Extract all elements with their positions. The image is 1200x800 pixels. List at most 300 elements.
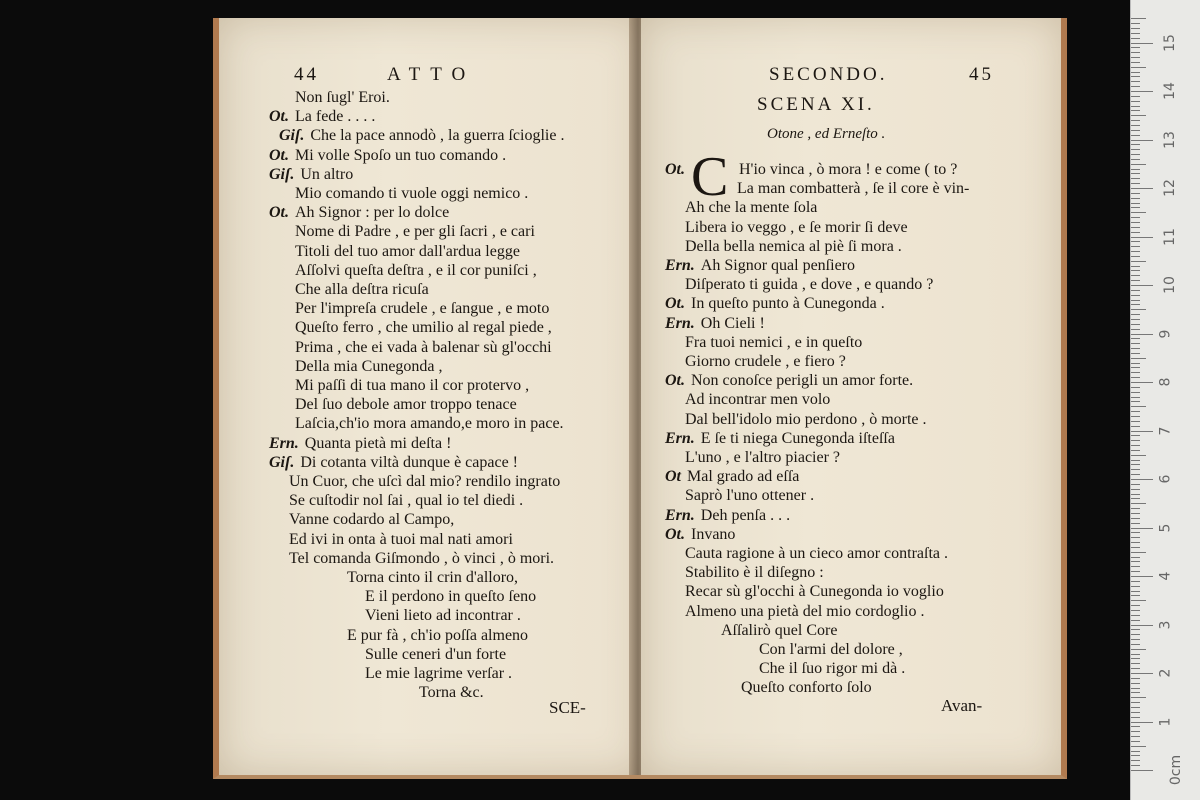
ruler-tick [1131, 561, 1140, 562]
ruler-tick [1131, 566, 1140, 567]
verse-text: Non ſugl' Eroi. [295, 89, 390, 106]
ruler-tick [1131, 106, 1140, 107]
ruler-tick [1131, 43, 1153, 44]
left-text-line [347, 626, 528, 645]
ruler-tick [1131, 67, 1146, 68]
right-text-line [737, 179, 969, 198]
verse-text: Quanta pietà mi deſta ! [304, 434, 452, 452]
ruler-tick [1131, 237, 1153, 238]
right-catchword: Avan- [941, 696, 983, 715]
ruler-tick [1131, 358, 1146, 359]
ruler-tick [1131, 416, 1140, 417]
ruler-tick [1131, 28, 1140, 29]
right-text-line [685, 275, 933, 294]
ruler-tick [1131, 115, 1146, 116]
right-text-line [665, 467, 799, 486]
left-text-line [289, 491, 523, 510]
ruler-tick [1131, 722, 1153, 723]
ruler-tick [1131, 751, 1140, 752]
ruler-tick [1131, 154, 1140, 155]
verse-text: Per l'impreſa crudele , e ſangue , e moto [295, 300, 550, 318]
verse-text: In queſto punto à Cunegonda . [691, 295, 885, 313]
ruler-tick [1131, 101, 1140, 102]
ruler-tick [1131, 770, 1153, 771]
verse-text: Queſto ferro , che umilio al regal piede , [295, 319, 552, 337]
speaker-label: Ern. [665, 429, 695, 447]
ruler-tick [1131, 256, 1140, 257]
ruler-tick [1131, 222, 1140, 223]
verse-text: Del ſuo debole amor troppo tenace [295, 396, 517, 414]
ruler-tick [1131, 411, 1140, 412]
ruler-tick [1131, 52, 1140, 53]
verse-text: Libera io veggo , e ſe morir ſi deve [685, 218, 908, 236]
ruler-tick [1131, 625, 1153, 626]
verse-text: Ed ivi in onta à tuoi mal nati amori [289, 530, 513, 548]
right-text-line [685, 333, 862, 352]
verse-text: Giorno crudele , e fiero ? [685, 353, 846, 370]
right-text-line [759, 659, 905, 678]
left-text-line [295, 280, 429, 299]
ruler-tick [1131, 498, 1140, 499]
ruler-tick [1131, 130, 1140, 131]
ruler-tick [1131, 290, 1140, 291]
verse-text: Un altro [300, 165, 354, 183]
verse-text: Fra tuoi nemici , e in queſto [685, 333, 863, 351]
right-text-line [685, 544, 948, 563]
ruler-tick [1131, 406, 1146, 407]
verse-text: Stabilito è il diſegno : [685, 564, 824, 582]
left-text-line [365, 645, 506, 664]
ruler-tick [1131, 658, 1140, 659]
speaker-label: Giſ. [269, 165, 295, 183]
ruler-tick [1131, 678, 1140, 679]
left-text-line [295, 318, 552, 337]
ruler-tick [1131, 188, 1153, 189]
verse-text: Prima , che ei vada à balenar sù gl'occhi [295, 338, 552, 356]
ruler-tick [1131, 576, 1153, 577]
left-text-line [289, 530, 513, 549]
verse-text: Recar sù gl'occhi à Cunegonda io voglio [685, 583, 944, 601]
ruler-tick [1131, 86, 1140, 87]
left-page [213, 18, 643, 779]
left-text-line [269, 434, 451, 453]
ruler-number: 12 [1161, 179, 1178, 197]
speaker-label: Ot. [269, 146, 289, 164]
ruler-tick [1131, 246, 1140, 247]
verse-text: E il perdono in queſto ſeno [365, 588, 537, 606]
right-text-line [685, 486, 814, 505]
left-text-line [295, 414, 564, 433]
ruler-tick [1131, 474, 1140, 475]
ruler-tick [1131, 120, 1140, 121]
ruler-tick [1131, 203, 1140, 204]
ruler-tick [1131, 479, 1153, 480]
ruler-tick [1131, 251, 1140, 252]
ruler-tick [1131, 615, 1140, 616]
ruler-tick [1131, 552, 1146, 553]
scene-title: SCENA XI. [757, 94, 875, 115]
ruler-tick [1131, 295, 1140, 296]
ruler-tick [1131, 673, 1153, 674]
ruler-tick [1131, 654, 1140, 655]
right-page-number: 45 [969, 64, 994, 85]
ruler-tick [1131, 508, 1140, 509]
speaker-label: Ern. [665, 257, 695, 274]
open-book [205, 18, 1065, 775]
ruler-tick [1131, 523, 1140, 524]
ruler-tick [1131, 697, 1146, 698]
left-text-line [347, 568, 518, 587]
ruler-tick [1131, 309, 1146, 310]
right-text-line [685, 198, 817, 217]
right-text-line [665, 506, 790, 525]
ruler-number: 6 [1157, 474, 1174, 484]
ruler-tick [1131, 629, 1140, 630]
right-text-line [685, 352, 846, 371]
right-text-line [685, 602, 925, 621]
ruler-tick [1131, 469, 1140, 470]
verse-text: Deh penſa . . . [700, 506, 791, 524]
ruler-tick [1131, 329, 1140, 330]
ruler-tick [1131, 387, 1140, 388]
ruler-tick [1131, 241, 1140, 242]
ruler-tick [1131, 736, 1140, 737]
ruler-number: 10 [1161, 276, 1178, 294]
right-running-header: SECONDO. [769, 64, 888, 85]
ruler-tick [1131, 663, 1140, 664]
right-text-line [741, 678, 872, 697]
verse-text: Titoli del tuo amor dall'ardua legge [295, 242, 520, 260]
ruler-tick [1131, 644, 1140, 645]
right-text-line [685, 582, 944, 601]
left-text-line [269, 453, 518, 472]
verse-text: Mi paſſi di tua mano il cor protervo , [295, 377, 530, 394]
ruler-tick [1131, 620, 1140, 621]
ruler-number: 11 [1161, 227, 1178, 246]
ruler-tick [1131, 726, 1140, 727]
verse-text: Aſſalirò quel Core [721, 621, 838, 639]
ruler-tick [1131, 610, 1140, 611]
right-text-line [665, 429, 895, 448]
ruler-tick [1131, 581, 1140, 582]
ruler-tick [1131, 38, 1140, 39]
ruler-tick [1131, 57, 1140, 58]
ruler-tick [1131, 668, 1140, 669]
verse-text: L'uno , e l'altro piacier ? [685, 449, 841, 466]
ruler-tick [1131, 649, 1146, 650]
verse-text: Torna cinto il crin d'alloro, [347, 569, 519, 586]
speaker-label: Ern. [269, 434, 299, 452]
right-text-line [685, 563, 824, 582]
left-text-line [269, 146, 506, 165]
ruler-tick [1131, 81, 1140, 82]
ruler-tick [1131, 532, 1140, 533]
measurement-ruler [1130, 0, 1200, 800]
speaker-label: Ot. [269, 108, 289, 126]
ruler-tick [1131, 741, 1140, 742]
ruler-tick [1131, 513, 1140, 514]
ruler-tick [1131, 765, 1140, 766]
ruler-tick [1131, 426, 1140, 427]
ruler-tick [1131, 571, 1140, 572]
right-text-line [685, 390, 830, 409]
ruler-tick [1131, 300, 1140, 301]
speaker-label: Giſ. [279, 127, 305, 145]
verse-text: Sulle ceneri d'un forte [365, 645, 507, 663]
ruler-tick [1131, 542, 1140, 543]
right-text-line [665, 371, 913, 390]
left-text-line [269, 203, 449, 222]
ruler-tick [1131, 503, 1146, 504]
left-text-line [365, 606, 521, 625]
right-text-line [685, 237, 902, 256]
left-text-line [295, 338, 552, 357]
ruler-tick [1131, 314, 1140, 315]
verse-text: Invano [691, 525, 736, 543]
verse-text: Ah Signor : per lo dolce [295, 204, 450, 222]
verse-text: Mal grado ad eſſa [687, 468, 800, 486]
verse-text: Almeno una pietà del mio cordoglio . [685, 602, 925, 620]
ruler-tick [1131, 72, 1140, 73]
verse-text: Aſſolvi queſta deſtra , e il cor puniſci , [295, 261, 537, 279]
ruler-tick [1131, 755, 1140, 756]
ruler-tick [1131, 537, 1140, 538]
ruler-tick [1131, 372, 1140, 373]
right-text-line [721, 621, 837, 640]
ruler-tick [1131, 440, 1140, 441]
verse-text: Se cuſtodir nol ſai , qual io tel diedi . [289, 492, 524, 510]
left-text-line [419, 683, 484, 702]
verse-text: Ad incontrar men volo [685, 391, 831, 409]
ruler-tick [1131, 421, 1140, 422]
ruler-tick [1131, 547, 1140, 548]
speaker-label: Ot. [665, 295, 685, 313]
verse-text: H'io vinca , ò mora ! e come ( to ? [739, 161, 958, 178]
speaker-label: Giſ. [269, 453, 295, 471]
ruler-number: 2 [1157, 668, 1174, 678]
verse-text: Mi volle Spoſo un tuo comando . [295, 146, 507, 164]
left-text-line [295, 222, 535, 241]
ruler-tick [1131, 285, 1153, 286]
ruler-tick [1131, 135, 1140, 136]
verse-text: Laſcia,ch'io mora amando,e moro in pace. [295, 415, 564, 433]
ruler-tick [1131, 96, 1140, 97]
ruler-tick [1131, 401, 1140, 402]
ruler-tick [1131, 392, 1140, 393]
left-text-line [295, 299, 549, 318]
verse-text: La fede . . . . [295, 108, 376, 126]
drop-cap-letter: C [691, 146, 729, 208]
left-text-line [365, 587, 536, 606]
right-text-line [759, 640, 903, 659]
verse-text: Torna &c. [419, 684, 484, 702]
ruler-tick [1131, 334, 1153, 335]
left-catchword: SCE- [549, 698, 586, 717]
ruler-tick [1131, 324, 1140, 325]
ruler-tick [1131, 600, 1146, 601]
left-text-line [295, 357, 443, 376]
ruler-tick [1131, 343, 1140, 344]
ruler-tick [1131, 363, 1140, 364]
left-text-line [365, 664, 512, 683]
speaker-label: Ot. [269, 204, 289, 222]
ruler-tick [1131, 528, 1153, 529]
ruler-tick [1131, 193, 1140, 194]
left-text-line [269, 165, 353, 184]
ruler-tick [1131, 212, 1146, 213]
verse-text: Saprò l'uno ottener . [685, 487, 815, 505]
verse-text: E pur fà , ch'io poſſa almeno [347, 626, 529, 644]
ruler-tick [1131, 217, 1140, 218]
ruler-tick [1131, 450, 1140, 451]
ruler-tick [1131, 338, 1140, 339]
ruler-number: 9 [1157, 329, 1174, 338]
right-text-line [739, 160, 957, 179]
ruler-number: 7 [1157, 426, 1174, 435]
right-text-line [685, 410, 927, 429]
verse-text: Vieni lieto ad incontrar . [365, 607, 521, 625]
speaker-label: Ot. [665, 372, 685, 390]
ruler-tick [1131, 47, 1140, 48]
left-running-header: ATTO [387, 64, 476, 85]
ruler-tick [1131, 266, 1140, 267]
ruler-tick [1131, 178, 1140, 179]
right-text-line [685, 448, 840, 467]
ruler-tick [1131, 159, 1140, 160]
verse-text: Non conoſce perigli un amor forte. [691, 372, 914, 390]
ruler-tick [1131, 18, 1146, 19]
ruler-tick [1131, 207, 1140, 208]
ruler-number: 5 [1157, 523, 1174, 532]
ruler-number: 1 [1157, 717, 1174, 726]
verse-text: Queſto conforto ſolo [741, 679, 872, 697]
verse-text: Con l'armi del dolore , [759, 641, 903, 658]
ruler-tick [1131, 484, 1140, 485]
ruler-tick [1131, 275, 1140, 276]
ruler-tick [1131, 634, 1140, 635]
left-text-line [295, 376, 529, 395]
ruler-number: 14 [1161, 82, 1178, 100]
ruler-tick [1131, 270, 1140, 271]
ruler-tick [1131, 435, 1140, 436]
ruler-tick [1131, 489, 1140, 490]
ruler-tick [1131, 280, 1140, 281]
first-speaker: Ot. [665, 161, 685, 178]
verse-text: Diſperato ti guida , e dove , e quando ? [685, 276, 934, 294]
left-text-line [295, 242, 520, 261]
ruler-tick [1131, 232, 1140, 233]
right-text-line [665, 256, 855, 275]
ruler-tick [1131, 702, 1140, 703]
ruler-tick [1131, 164, 1146, 165]
left-text-line [295, 261, 537, 280]
left-text-line [289, 549, 554, 568]
verse-text: Vanne codardo al Campo, [289, 511, 455, 529]
ruler-tick [1131, 692, 1140, 693]
verse-text: Ah che la mente ſola [685, 199, 818, 217]
ruler-tick [1131, 33, 1140, 34]
verse-text: Della mia Cunegonda , [295, 357, 443, 375]
verse-text: Che alla deſtra ricuſa [295, 281, 429, 298]
ruler-number: 0cm [1168, 754, 1185, 786]
ruler-tick [1131, 445, 1140, 446]
left-text-line [289, 472, 560, 491]
ruler-tick [1131, 455, 1146, 456]
ruler-tick [1131, 586, 1140, 587]
ruler-tick [1131, 595, 1140, 596]
ruler-tick [1131, 353, 1140, 354]
ruler-tick [1131, 348, 1140, 349]
scene-persons: Otone , ed Erneſto . [767, 126, 886, 142]
ruler-tick [1131, 460, 1140, 461]
verse-text: Tel comanda Giſmondo , ò vinci , ò mori. [289, 549, 555, 567]
ruler-number: 8 [1157, 377, 1174, 387]
ruler-tick [1131, 125, 1140, 126]
ruler-tick [1131, 431, 1153, 432]
ruler-tick [1131, 169, 1140, 170]
ruler-tick [1131, 683, 1140, 684]
left-text-line [295, 184, 528, 203]
right-text-line [665, 525, 735, 544]
ruler-tick [1131, 717, 1140, 718]
speaker-label: Ern. [665, 314, 695, 332]
ruler-tick [1131, 367, 1140, 368]
ruler-tick [1131, 261, 1146, 262]
ruler-tick [1131, 377, 1140, 378]
ruler-tick [1131, 183, 1140, 184]
ruler-tick [1131, 227, 1140, 228]
ruler-tick [1131, 173, 1140, 174]
ruler-number: 4 [1157, 571, 1174, 581]
left-text-line [295, 395, 517, 414]
left-text-line [279, 126, 564, 145]
verse-text: Nome di Padre , e per gli ſacri , e cari [295, 223, 535, 241]
ruler-tick [1131, 23, 1140, 24]
ruler-number: 3 [1157, 620, 1174, 629]
ruler-tick [1131, 144, 1140, 145]
speaker-label: Ot [665, 468, 681, 486]
ruler-tick [1131, 91, 1153, 92]
verse-text: Ah Signor qual penſiero [700, 257, 855, 274]
ruler-tick [1131, 140, 1153, 141]
verse-text: Che il ſuo rigor mi dà . [759, 660, 906, 678]
ruler-tick [1131, 198, 1140, 199]
verse-text: Cauta ragione à un cieco amor contraſta . [685, 545, 948, 562]
left-text-line [269, 107, 375, 126]
ruler-tick [1131, 557, 1140, 558]
left-page-number: 44 [294, 64, 319, 85]
ruler-tick [1131, 518, 1140, 519]
ruler-tick [1131, 494, 1140, 495]
ruler-tick [1131, 464, 1140, 465]
ruler-tick [1131, 304, 1140, 305]
right-text-line [685, 218, 908, 237]
left-text-line [289, 510, 454, 529]
right-text-line [665, 294, 885, 313]
verse-text: E ſe ti niega Cunegonda iſteſſa [700, 429, 895, 447]
ruler-tick [1131, 76, 1140, 77]
ruler-tick [1131, 591, 1140, 592]
ruler-tick [1131, 319, 1140, 320]
ruler-tick [1131, 731, 1140, 732]
ruler-number: 13 [1161, 130, 1178, 149]
left-text-line [295, 88, 390, 107]
verse-text: La man combatterà , ſe il core è vin- [737, 180, 970, 198]
ruler-tick [1131, 639, 1140, 640]
verse-text: Mio comando ti vuole oggi nemico . [295, 185, 529, 202]
verse-text: Della bella nemica al piè ſi mora . [685, 237, 902, 255]
speaker-label: Ern. [665, 506, 695, 524]
